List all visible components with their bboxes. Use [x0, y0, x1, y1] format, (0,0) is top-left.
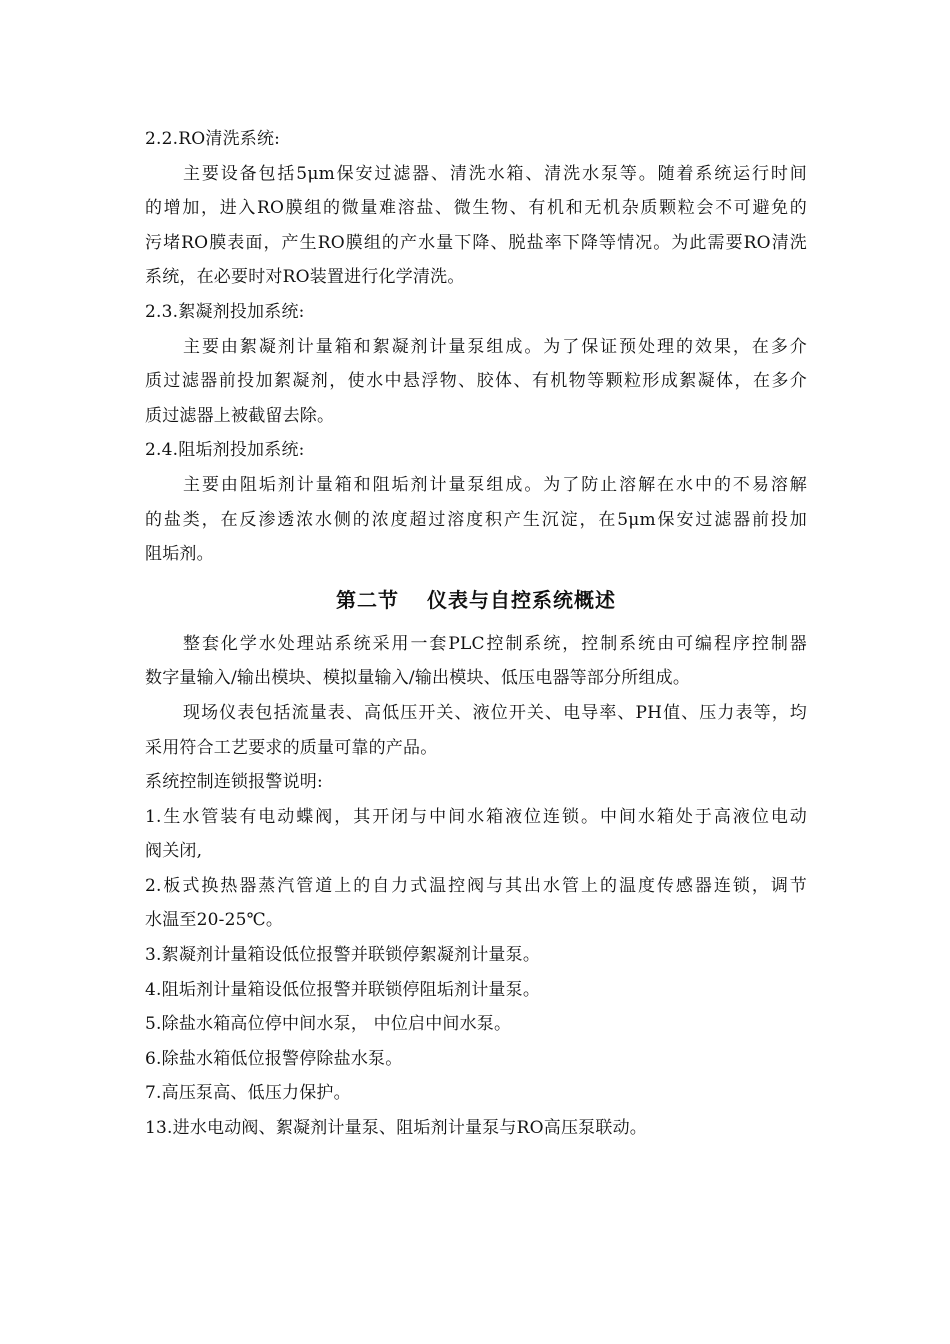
list-item: 2.板式换热器蒸汽管道上的自力式温控阀与其出水管上的温度传感器连锁，调节	[145, 875, 807, 896]
list-item: 4.阻垢剂计量箱设低位报警并联锁停阻垢剂计量泵。	[145, 979, 541, 1000]
section-2-3-heading: 2.3.絮凝剂投加系统:	[145, 301, 305, 322]
paragraph-line: 污堵RO膜表面，产生RO膜组的产水量下降、脱盐率下降等情况。为此需要RO清洗	[145, 232, 807, 253]
list-item: 7.高压泵高、低压力保护。	[145, 1083, 351, 1104]
paragraph-line: 现场仪表包括流量表、高低压开关、液位开关、电导率、PH值、压力表等，均	[183, 702, 807, 723]
paragraph-line: 采用符合工艺要求的质量可靠的产品。	[145, 737, 438, 758]
list-item: 13.进水电动阀、絮凝剂计量泵、阻垢剂计量泵与RO高压泵联动。	[145, 1118, 647, 1139]
paragraph-line: 的增加，进入RO膜组的微量难溶盐、微生物、有机和无机杂质颗粒会不可避免的	[145, 198, 807, 219]
paragraph-line: 数字量输入/输出模块、模拟量输入/输出模块、低压电器等部分所组成。	[145, 668, 691, 689]
paragraph-line: 主要设备包括5μm保安过滤器、清洗水箱、清洗水泵等。随着系统运行时间	[183, 163, 807, 184]
section-2-2-heading: 2.2.RO清洗系统:	[145, 129, 281, 149]
paragraph-line: 的盐类，在反渗透浓水侧的浓度超过溶度积产生沉淀，在5μm保安过滤器前投加	[145, 509, 807, 530]
paragraph-line: 阻垢剂。	[145, 544, 214, 565]
list-item-continuation: 水温至20-25℃。	[145, 910, 284, 931]
list-item: 5.除盐水箱高位停中间水泵， 中位启中间水泵。	[145, 1014, 512, 1035]
paragraph-line: 主要由絮凝剂计量箱和絮凝剂计量泵组成。为了保证预处理的效果，在多介	[183, 336, 807, 357]
paragraph-line: 系统，在必要时对RO装置进行化学清洗。	[145, 267, 465, 288]
list-item-continuation: 阀关闭,	[145, 841, 203, 862]
list-item: 1.生水管装有电动蝶阀，其开闭与中间水箱液位连锁。中间水箱处于高液位电动	[145, 806, 807, 827]
section-title	[145, 585, 807, 615]
paragraph-line: 质过滤器前投加絮凝剂，使水中悬浮物、胶体、有机物等颗粒形成絮凝体，在多介	[145, 371, 807, 392]
section-2-4-heading: 2.4.阻垢剂投加系统:	[145, 440, 305, 461]
paragraph-line: 整套化学水处理站系统采用一套PLC控制系统，控制系统由可编程序控制器	[183, 633, 807, 654]
section-title-number: 第二节	[336, 587, 399, 612]
section-title-text: 仪表与自控系统概述	[427, 587, 616, 612]
alarm-list-heading: 系统控制连锁报警说明:	[145, 772, 323, 793]
document-body	[145, 122, 807, 1146]
paragraph-line: 主要由阻垢剂计量箱和阻垢剂计量泵组成。为了防止溶解在水中的不易溶解	[183, 474, 807, 495]
list-item: 3.絮凝剂计量箱设低位报警并联锁停絮凝剂计量泵。	[145, 945, 541, 966]
paragraph-line: 质过滤器上被截留去除。	[145, 405, 335, 426]
list-item: 6.除盐水箱低位报警停除盐水泵。	[145, 1048, 403, 1069]
